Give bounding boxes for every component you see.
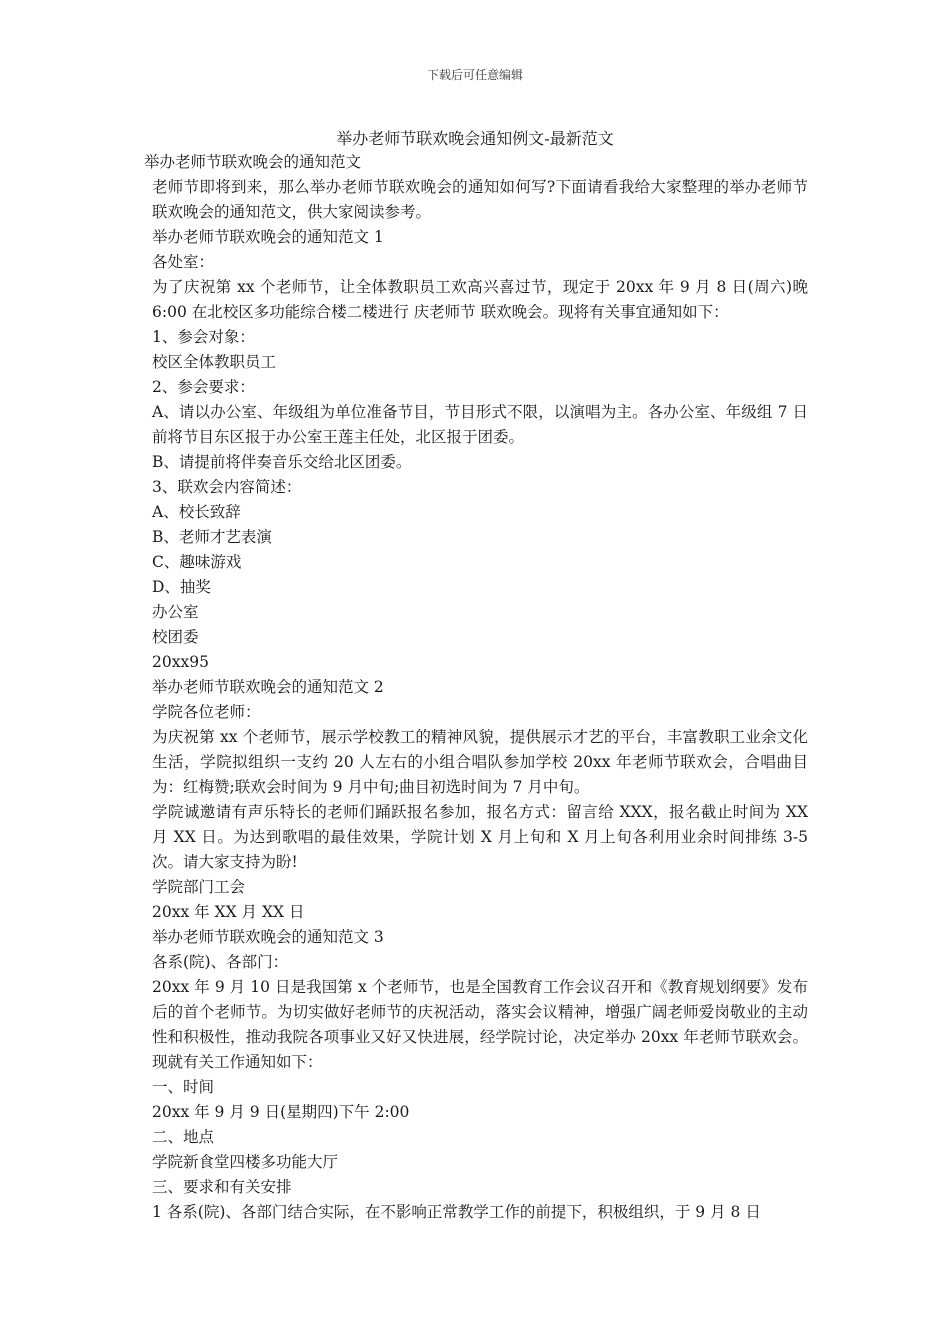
paragraph: 举办老师节联欢晚会的通知范文 2 bbox=[152, 678, 384, 696]
paragraph: 1、参会对象： bbox=[152, 328, 255, 346]
paragraph: 老师节即将到来，那么举办老师节联欢晚会的通知如何写?下面请看我给大家整理的举办老师节联欢晚会的通知范文，供大家阅读参考。 bbox=[152, 178, 808, 221]
paragraph: C、趣味游戏 bbox=[152, 553, 242, 571]
paragraph: 为了庆祝第 xx 个老师节，让全体教职员工欢高兴喜过节，现定于 20xx 年 9 月 8 日(周六)晚 6:00 在北校区多功能综合楼二楼进行 庆老师节 联欢晚会。现将有关事宜通知如下： bbox=[152, 278, 808, 321]
paragraph: 各系(院)、各部门： bbox=[152, 953, 289, 971]
paragraph: 为庆祝第 xx 个老师节，展示学校教工的精神风貌，提供展示才艺的平台，丰富教职工业余文化生活，学院拟组织一支约 20 人左右的小组合唱队参加学校 20xx 年老师节联欢会，合唱曲目为：红梅赞;联欢会时间为 9 月中旬;曲目初选时间为 7 月中旬。 bbox=[152, 728, 808, 796]
paragraph: 举办老师节联欢晚会的通知范文 1 bbox=[152, 228, 384, 246]
page-header: 下载后可任意编辑 bbox=[426, 68, 523, 82]
document-body bbox=[144, 150, 808, 1225]
paragraph: 二、地点 bbox=[152, 1128, 215, 1146]
paragraph: 各处室： bbox=[152, 253, 215, 271]
paragraph: A、校长致辞 bbox=[152, 503, 241, 521]
paragraph: 学院新食堂四楼多功能大厅 bbox=[152, 1153, 339, 1171]
paragraph: 20xx 年 XX 月 XX 日 bbox=[152, 903, 305, 921]
paragraph: 举办老师节联欢晚会的通知范文 bbox=[144, 153, 362, 171]
paragraph: 20xx95 bbox=[152, 653, 209, 671]
paragraph: 1 各系(院)、各部门结合实际，在不影响正常教学工作的前提下，积极组织，于 9 月 8 日 bbox=[152, 1203, 761, 1221]
paragraph: 学院部门工会 bbox=[152, 878, 246, 896]
paragraph: 3、联欢会内容简述： bbox=[152, 478, 302, 496]
paragraph: 三、要求和有关安排 bbox=[152, 1178, 292, 1196]
paragraph: 20xx 年 9 月 10 日是我国第 x 个老师节，也是全国教育工作会议召开和《教育规划纲要》发布后的首个老师节。为切实做好老师节的庆祝活动，落实会议精神，增强广阔老师爱岗敬业的主动性和积极性，推动我院各项事业又好又快进展，经学院讨论，决定举办 20xx 年老师节联欢会。现就有关工作通知如下： bbox=[152, 978, 808, 1071]
paragraph: 一、时间 bbox=[152, 1078, 215, 1096]
paragraph: A、请以办公室、年级组为单位准备节目，节目形式不限，以演唱为主。各办公室、年级组 7 日前将节目东区报于办公室王莲主任处，北区报于团委。 bbox=[152, 403, 808, 446]
paragraph: D、抽奖 bbox=[152, 578, 211, 596]
paragraph: B、老师才艺表演 bbox=[152, 528, 272, 546]
paragraph: 20xx 年 9 月 9 日(星期四)下午 2:00 bbox=[152, 1103, 410, 1121]
paragraph: 举办老师节联欢晚会的通知范文 3 bbox=[152, 928, 384, 946]
paragraph: 学院各位老师： bbox=[152, 703, 261, 721]
paragraph: 校区全体教职员工 bbox=[152, 353, 277, 371]
document-title: 举办老师节联欢晚会通知例文-最新范文 bbox=[336, 129, 614, 148]
paragraph: B、请提前将伴奏音乐交给北区团委。 bbox=[152, 453, 412, 471]
paragraph: 2、参会要求： bbox=[152, 378, 255, 396]
paragraph: 校团委 bbox=[152, 628, 199, 646]
paragraph: 办公室 bbox=[152, 603, 199, 621]
paragraph: 学院诚邀请有声乐特长的老师们踊跃报名参加，报名方式：留言给 XXX，报名截止时间为 XX 月 XX 日。为达到歌唱的最佳效果，学院计划 X 月上旬和 X 月上旬各利用业余时间排练 3-5 次。请大家支持为盼! bbox=[152, 803, 808, 871]
